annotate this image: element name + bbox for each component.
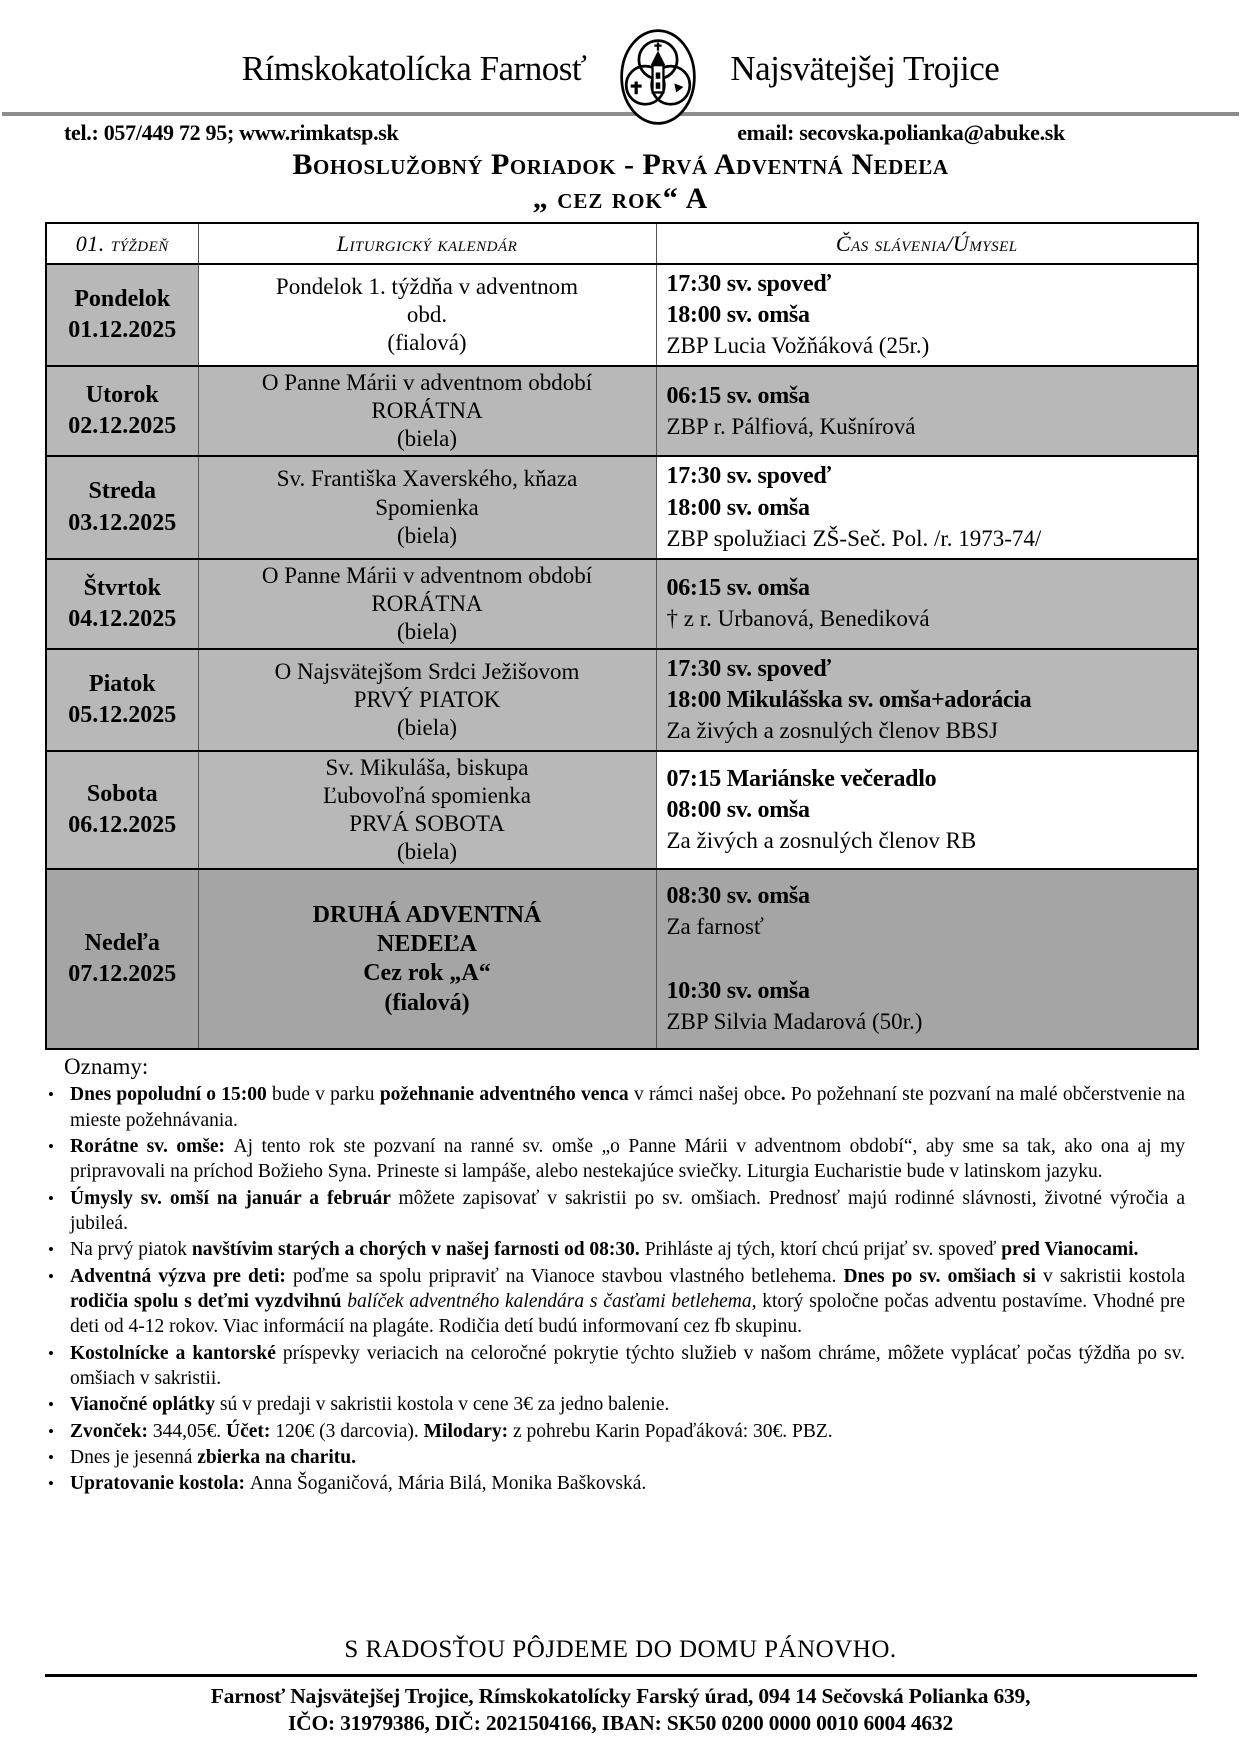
text-segment: ktorý spoločne počas adventu postavíme. Vhodné pre deti od 4-12 rokov. Viac informácií na plagáte. Rodičia detí budú informovaní cez fb skupinu. — [70, 1291, 1186, 1338]
schedule-header — [46, 223, 1198, 264]
time-line — [667, 942, 1190, 976]
header — [0, 26, 1241, 216]
time-intention-cell — [656, 456, 1198, 558]
time-intention-cell — [656, 649, 1198, 751]
calendar-line: Cez rok „A“ — [363, 960, 491, 987]
table-row — [46, 559, 1198, 649]
bullet-icon: • — [48, 1085, 54, 1105]
announcement-item — [48, 1392, 1185, 1417]
time-line: Za živých a zosnulých členov BBSJ — [666, 718, 999, 744]
time-intention-cell — [656, 366, 1198, 456]
text-segment: z pohrebu Karin Popaďáková: 30€. PBZ. — [513, 1420, 833, 1442]
text-segment: Anna Šoganičová, Mária Bilá, Monika Baškovská. — [249, 1473, 647, 1495]
day-date: 05.12.2025 — [68, 701, 177, 728]
text-segment: rodičia spolu s deťmi vyzdvihnú — [70, 1291, 348, 1313]
day-cell — [46, 649, 198, 751]
col-header-time-intention: Čas slávenia/Úmysel — [656, 223, 1198, 264]
table-row — [46, 751, 1198, 869]
liturgical-calendar-cell — [198, 751, 656, 869]
day-cell — [46, 264, 198, 366]
time-line: ZBP r. Pálfiová, Kušnírová — [666, 413, 916, 439]
text-segment: Dnes popoludní o 15:00 — [70, 1084, 272, 1106]
bullet-icon: • — [48, 1240, 54, 1260]
time-line: † z r. Urbanová, Benediková — [666, 606, 930, 632]
liturgical-calendar-cell — [198, 264, 656, 366]
schedule-header-row — [46, 223, 1198, 264]
day-name: Pondelok — [74, 285, 171, 312]
text-segment: príspevky veriacich na celoročné pokrytie týchto služieb v našom chráme, môžete vyplácať počas týždňa po sv. omšiach v sakristii. — [70, 1342, 1185, 1390]
calendar-line: (biela) — [396, 426, 457, 452]
parish-name-right: Najsvätejšej Trojice — [730, 49, 1000, 88]
calendar-line: PRVÁ SOBOTA — [349, 811, 505, 837]
table-row — [46, 366, 1198, 456]
text-segment: sú v predaji v sakristii kostola v cene 3€ za jedno balenie. — [219, 1394, 670, 1416]
calendar-line: (biela) — [396, 522, 457, 548]
email-address: email: secovska.polianka@abuke.sk — [737, 120, 1065, 145]
schedule-table — [45, 222, 1199, 1050]
time-line: 06:15 sv. omša — [666, 575, 810, 602]
bullet-icon: • — [48, 1136, 54, 1156]
calendar-line: NEDEĽA — [376, 931, 478, 957]
text-segment: Kostolnícke a kantorské — [70, 1342, 283, 1364]
calendar-line: (fialová) — [387, 330, 467, 356]
calendar-line: (biela) — [396, 618, 457, 644]
announcement-item — [48, 1237, 1185, 1262]
calendar-line: (biela) — [396, 714, 457, 740]
text-segment: Účet: — [226, 1420, 276, 1442]
day-date: 06.12.2025 — [68, 812, 177, 839]
trinity-knot-church-logo-icon — [612, 27, 704, 127]
day-date: 02.12.2025 — [68, 413, 177, 440]
text-segment: Rorátne sv. omše: — [70, 1135, 234, 1157]
calendar-line: RORÁTNA — [371, 590, 483, 616]
table-row — [46, 264, 1198, 366]
calendar-line: (fialová) — [384, 989, 470, 1016]
day-date: 01.12.2025 — [68, 317, 177, 344]
liturgical-calendar-cell — [198, 869, 656, 1049]
announcement-item — [48, 1264, 1185, 1340]
text-segment: Vianočné oplátky — [70, 1394, 220, 1416]
day-cell — [46, 456, 198, 558]
calendar-line: O Panne Márii v adventnom období — [261, 562, 593, 588]
bullet-icon: • — [48, 1474, 54, 1494]
time-line: 08:30 sv. omša — [666, 883, 810, 910]
liturgical-calendar-cell — [198, 456, 656, 558]
parish-name-left: Rímskokatolícka Farnosť — [241, 49, 587, 88]
announcement-item — [48, 1082, 1185, 1133]
time-line: Za farnosť — [666, 914, 764, 940]
org-row — [0, 26, 1241, 112]
text-segment: balíček adventného kalendára s časťami betlehema, — [347, 1291, 757, 1313]
page-title: Bohoslužobný Poriadok - Prvá Adventná Nedeľa — [292, 148, 949, 181]
day-cell — [46, 559, 198, 649]
day-date: 03.12.2025 — [68, 509, 177, 536]
text-segment: Úmysly sv. omší na január a február — [70, 1187, 399, 1209]
text-segment: navštívim starých a chorých v našej farnosti od 08:30. — [191, 1239, 645, 1261]
time-line: ZBP Lucia Vožňáková (25r.) — [666, 333, 930, 359]
text-segment: Na prvý piatok — [70, 1239, 192, 1261]
calendar-line: obd. — [406, 302, 448, 328]
day-cell — [46, 366, 198, 456]
time-line: 18:00 sv. omša — [666, 494, 810, 521]
announcement-item — [48, 1471, 1185, 1496]
text-segment: požehnanie adventného venca — [379, 1084, 634, 1106]
time-line: 07:15 Mariánske večeradlo — [666, 766, 937, 793]
text-segment: 120€ (3 darcovia). — [275, 1420, 424, 1442]
calendar-line: Ľubovoľná spomienka — [323, 783, 531, 809]
bullet-icon: • — [48, 1448, 54, 1468]
footer-registration-ids: IČO: 31979386, DIČ: 2021504166, IBAN: SK50 0200 0000 0010 6004 4632 — [287, 1711, 954, 1736]
text-segment: Dnes je jesenná — [70, 1447, 198, 1469]
liturgical-calendar-cell — [198, 366, 656, 456]
day-name: Utorok — [85, 382, 159, 409]
day-name: Piatok — [88, 670, 156, 697]
announcements-heading: Oznamy: — [64, 1054, 149, 1080]
time-line: 10:30 sv. omša — [666, 978, 810, 1005]
calendar-line: O Najsvätejšom Srdci Ježišovom — [274, 658, 580, 684]
bullet-icon: • — [48, 1395, 54, 1415]
footer — [0, 1636, 1241, 1737]
time-line: 18:00 Mikulášska sv. omša+adorácia — [666, 687, 1032, 713]
time-line: 18:00 sv. omša — [666, 302, 810, 329]
text-segment: zbierka na charitu. — [197, 1447, 356, 1469]
time-line: 08:00 sv. omša — [666, 797, 810, 824]
calendar-line: Pondelok 1. týždňa v adventnom — [275, 274, 579, 300]
calendar-line: PRVÝ PIATOK — [353, 686, 501, 712]
text-segment: poďme sa spolu pripraviť na Vianoce stavbou vlastného betlehema. — [292, 1265, 844, 1287]
calendar-line: (biela) — [396, 839, 457, 865]
day-name: Sobota — [86, 780, 158, 807]
day-cell — [46, 751, 198, 869]
col-header-liturgical-calendar: Liturgický kalendár — [198, 223, 656, 264]
table-row — [46, 869, 1198, 1049]
day-name: Streda — [88, 478, 157, 505]
col-header-week: 01. týždeň — [46, 223, 198, 264]
table-row — [46, 456, 1198, 558]
text-segment: Dnes po sv. omšiach si — [843, 1265, 1044, 1287]
time-intention-cell — [656, 751, 1198, 869]
time-line: 17:30 sv. spoveď — [666, 463, 831, 490]
liturgical-calendar-cell — [198, 649, 656, 751]
text-segment: Aj tento rok ste pozvaní na ranné sv. omše „o Panne Márii v adventnom období“, aby sme sa tak, ako ona aj my pripravovali na príchod Božieho Syna. Prineste si lampáše, alebo nestekajúce sviečky. Liturgia Eucharistie bude v latinskom jazyku. — [70, 1135, 1185, 1183]
bullet-icon: • — [48, 1421, 54, 1441]
text-segment: v rámci našej obce — [633, 1084, 781, 1106]
footer-divider — [45, 1674, 1197, 1677]
time-line: ZBP spolužiaci ZŠ-Seč. Pol. /r. 1973-74/ — [666, 525, 1042, 551]
time-line: ZBP Silvia Madarová (50r.) — [666, 1009, 923, 1035]
schedule-body — [46, 264, 1198, 1049]
table-row — [46, 649, 1198, 751]
footer-address: Farnosť Najsvätejšej Trojice, Rímskokatolícky Farský úrad, 094 14 Sečovská Polianka 639, — [210, 1684, 1031, 1709]
day-name: Nedeľa — [84, 930, 160, 957]
calendar-line: RORÁTNA — [371, 398, 483, 424]
text-segment: v sakristii kostola — [1043, 1265, 1186, 1287]
time-intention-cell — [656, 264, 1198, 366]
time-line: Za živých a zosnulých členov RB — [666, 828, 977, 854]
calendar-line: Sv. Mikuláša, biskupa — [325, 755, 529, 781]
page-subtitle: „ cez rok“ A — [532, 182, 709, 215]
text-segment: Upratovanie kostola: — [70, 1473, 250, 1495]
day-date: 04.12.2025 — [68, 605, 177, 632]
text-segment: Zvonček: — [70, 1420, 153, 1442]
text-segment: Adventná výzva pre deti: — [70, 1265, 293, 1287]
text-segment: 344,05€. — [152, 1420, 226, 1442]
announcement-item — [48, 1445, 1185, 1470]
day-date: 07.12.2025 — [68, 961, 177, 988]
text-segment: môžete zapisovať v sakristii po sv. omšiach. Prednosť majú rodinné slávnosti, životné výročia a jubileá. — [70, 1187, 1185, 1234]
time-line: 06:15 sv. omša — [666, 382, 810, 409]
bullet-icon: • — [48, 1266, 54, 1286]
announcements-section — [48, 1054, 1185, 1497]
time-intention-cell — [656, 559, 1198, 649]
day-cell — [46, 869, 198, 1049]
announcement-item — [48, 1341, 1185, 1392]
calendar-line: DRUHÁ ADVENTNÁ — [312, 901, 542, 928]
announcement-item — [48, 1186, 1185, 1237]
announcement-item — [48, 1134, 1185, 1185]
bullet-icon: • — [48, 1188, 54, 1208]
text-segment: . — [780, 1084, 791, 1106]
calendar-line: Sv. Františka Xaverského, kňaza — [276, 466, 578, 492]
day-name: Štvrtok — [83, 574, 161, 601]
text-segment: Po požehnaní ste pozvaní na malé občerstvenie na mieste požehnávania. — [70, 1084, 1186, 1131]
text-segment: bude v parku — [272, 1084, 380, 1106]
time-line: 17:30 sv. spoveď — [666, 271, 831, 297]
bullet-icon: • — [48, 1343, 54, 1363]
footer-motto: S RADOSŤOU PÔJDEME DO DOMU PÁNOVHO. — [344, 1636, 897, 1664]
liturgical-calendar-cell — [198, 559, 656, 649]
text-segment: pred Vianocami. — [1001, 1239, 1139, 1261]
announcements-list — [48, 1082, 1185, 1497]
phone-and-website: tel.: 057/449 72 95; www.rimkatsp.sk — [64, 120, 399, 145]
text-segment: Milodary: — [423, 1420, 513, 1442]
calendar-line: Spomienka — [375, 494, 479, 520]
text-segment: Prihláste aj tých, ktorí chcú prijať sv. spoveď — [644, 1239, 1002, 1261]
announcement-item — [48, 1419, 1185, 1444]
time-intention-cell — [656, 869, 1198, 1049]
time-line: 17:30 sv. spoveď — [666, 655, 831, 682]
calendar-line: O Panne Márii v adventnom období — [261, 370, 593, 396]
